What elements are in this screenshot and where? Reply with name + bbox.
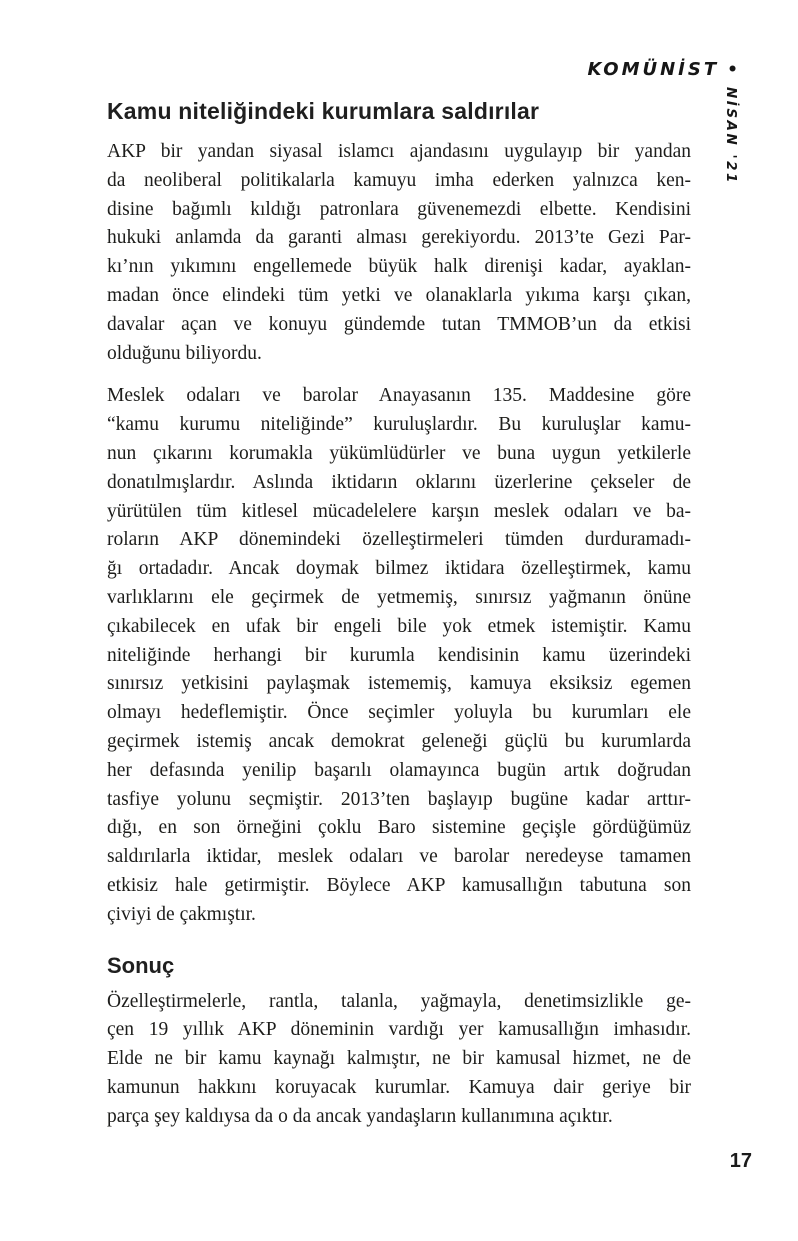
- text-line: varlıklarını ele geçirmek de yetmemiş, sınırsız yağmanın önüne: [107, 586, 691, 608]
- paragraph: [107, 988, 691, 1132]
- section-heading-conclusion: Sonuç: [107, 952, 175, 978]
- text-line: olduğunu biliyordu.: [107, 342, 262, 364]
- text-line: dığı, en son örneğini çoklu Baro sistemine geçişle gördüğümüz: [107, 817, 691, 839]
- text-line: tasfiye yolunu seçmiştir. 2013’ten başlayıp bugüne kadar arttır-: [107, 788, 691, 810]
- text-line: AKP bir yandan siyasal islamcı ajandasını uygulayıp bir yandan: [107, 141, 691, 162]
- text-line: her defasında yenilip başarılı olamayınca bugün artık doğrudan: [107, 759, 691, 781]
- text-line: kı’nın yıkımını engellemede büyük halk direnişi kadar, ayaklan-: [107, 256, 691, 278]
- text-line: Elde ne bir kamu kaynağı kalmıştır, ne bir kamusal hizmet, ne de: [107, 1048, 691, 1070]
- text-line: ğı ortadadır. Ancak doymak bilmez iktidara özelleştirmek, kamu: [107, 558, 691, 580]
- text-line: davalar açan ve konuyu gündemde tutan TMMOB’un da etkisi: [107, 313, 691, 335]
- text-line: Özelleştirmelerle, rantla, talanla, yağmayla, denetimsizlikle ge-: [107, 990, 691, 1012]
- text-line: hukuki anlamda da garanti alması gerekiyordu. 2013’te Gezi Par-: [107, 227, 691, 249]
- text-line: sınırsız yetkisini paylaşmak istememiş, kamuya eksiksiz egemen: [107, 673, 691, 695]
- text-line: madan önce elindeki tüm yetki ve olanaklarla yıkıma karşı çıkan,: [107, 284, 691, 306]
- text-line: yürütülen tüm kitlesel mücadelelere karşın meslek odaları ve ba-: [107, 500, 691, 522]
- text-line: roların AKP dönemindeki özelleştirmeleri tümden durduramadı-: [107, 529, 691, 551]
- article-body: [107, 96, 691, 1146]
- text-line: kamunun hakkını koruyacak kurumlar. Kamuya dair geriye bir: [107, 1076, 691, 1098]
- bullet-icon: •: [727, 60, 738, 80]
- journal-name: KOMÜNİST: [587, 59, 720, 80]
- text-line: çen 19 yıllık AKP döneminin vardığı yer kamusallığın imhasıdır.: [107, 1019, 691, 1041]
- text-line: saldırılarla iktidar, meslek odaları ve barolar neredeyse tamamen: [107, 846, 691, 868]
- text-line: parça şey kaldıysa da o da ancak yandaşların kullanımına açıktır.: [107, 1105, 613, 1127]
- text-line: da neoliberal politikalarla kamuyu imha ederken yalnızca ken-: [107, 169, 691, 191]
- text-line: etkisiz hale getirmiştir. Böylece AKP kamusallığın tabutuna son: [107, 874, 691, 896]
- text-line: geçirmek istemiş ancak demokrat geleneği güçlü bu kurumlarda: [107, 730, 691, 752]
- paragraph: [107, 382, 691, 929]
- text-line: “kamu kurumu niteliğinde” kuruluşlardır. Bu kuruluşlar kamu-: [107, 414, 691, 436]
- text-line: disine bağımlı kıldığı patronlara güvenemezdi elbette. Kendisini: [107, 198, 691, 220]
- journal-masthead: [587, 59, 738, 80]
- text-line: donatılmışlardır. Aslında iktidarın oklarını üzerlerine çekseler de: [107, 471, 691, 493]
- text-line: çiviyi de çakmıştır.: [107, 903, 256, 925]
- text-line: çıkabilecek en ufak bir engeli bile yok etmek istemiştir. Kamu: [107, 615, 691, 637]
- text-line: Meslek odaları ve barolar Anayasanın 135. Maddesine göre: [107, 385, 691, 407]
- text-line: nun çıkarını korumakla yükümlüdürler ve buna uygun yetkilerle: [107, 442, 691, 464]
- text-line: olmayı hedeflemiştir. Önce seçimler yoluyla bu kurumları ele: [107, 702, 691, 724]
- issue-date-vertical: NİSAN '21: [723, 87, 739, 185]
- text-line: niteliğinde herhangi bir kurumla kendisinin kamu üzerindeki: [107, 644, 691, 666]
- section-heading-attacks: Kamu niteliğindeki kurumlara saldırılar: [107, 98, 540, 124]
- paragraph: [107, 138, 691, 368]
- page-number: 17: [729, 1150, 752, 1172]
